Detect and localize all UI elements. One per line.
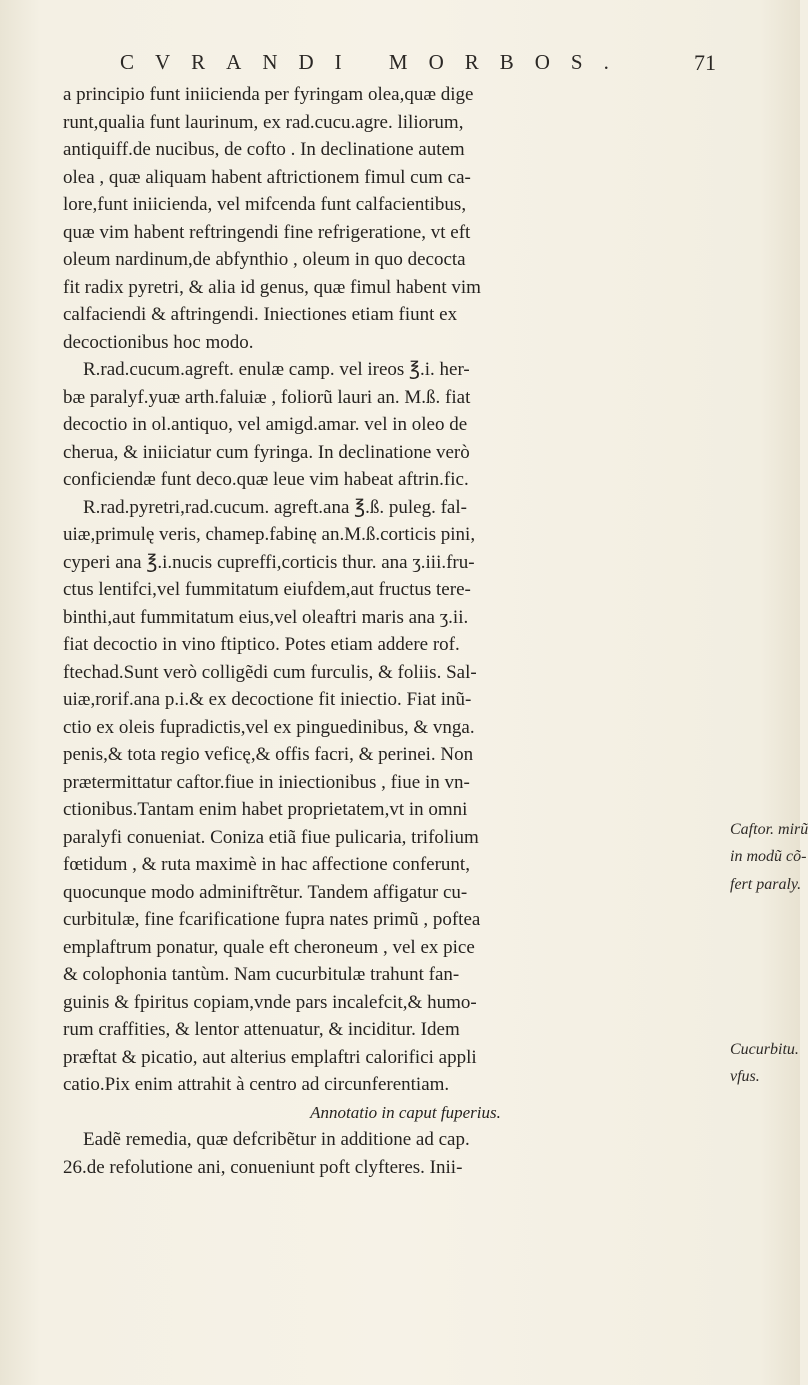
- annotation-heading: Annotatio in caput fuperius.: [310, 1102, 501, 1122]
- text-line: bæ paralyf.yuæ arth.faluiæ , foliorũ lauri an. M.ß. fiat: [63, 386, 471, 408]
- text-line: ctio ex oleis fupradictis,vel ex pinguedinibus, & vnga.: [63, 716, 475, 738]
- margin-note-castor-3: fert paraly.: [730, 876, 802, 893]
- text-line: decoctionibus hoc modo.: [63, 331, 254, 353]
- text-line: ftechad.Sunt verò colligẽdi cum furculis, & foliis. Sal-: [63, 661, 477, 683]
- text-line: binthi,aut fummitatum eius,vel oleaftri maris ana ʒ.ii.: [63, 606, 469, 628]
- page-number: 71: [694, 50, 716, 75]
- text-line: rum craffities, & lentor attenuatur, & inciditur. Idem: [63, 1019, 460, 1040]
- text-line: præftat & picatio, aut alterius emplaftri calorifici appli: [63, 1046, 477, 1068]
- text-line: conficiendæ funt deco.quæ leue vim habeat aftrin.fic.: [63, 469, 469, 490]
- text-line: prætermittatur caftor.fiue in iniectionibus , fiue in vn-: [63, 771, 470, 793]
- text-line: olea , quæ aliquam habent aftrictionem fimul cum ca-: [63, 166, 471, 188]
- text-line: 26.de refolutione ani, conueniunt poft clyfteres. Inii-: [63, 1156, 463, 1178]
- margin-note-castor-2: in modũ cõ-: [730, 848, 807, 865]
- text-line: & colophonia tantùm. Nam cucurbitulæ trahunt fan-: [63, 964, 460, 985]
- text-line: runt,qualia funt laurinum, ex rad.cucu.agre. liliorum,: [63, 111, 464, 133]
- text-line: catio.Pix enim attrahit à centro ad circunferentiam.: [63, 1074, 450, 1095]
- text-line: Eadẽ remedia, quæ defcribẽtur in additione ad cap.: [83, 1129, 470, 1150]
- text-line: cyperi ana ℥.i.nucis cupreffi,corticis thur. ana ʒ.iii.fru-: [63, 551, 475, 573]
- text-line: uiæ,primulę veris, chamep.fabinę an.M.ß.corticis pini,: [63, 524, 476, 545]
- text-line: a principio funt iniicienda per fyringam olea,quæ dige: [63, 84, 474, 105]
- margin-note-castor: Caftor. mirũ: [730, 821, 808, 838]
- text-line: ctus lentifci,vel fummitatum eiufdem,aut fructus tere-: [63, 579, 471, 600]
- text-line: decoctio in ol.antiquo, vel amigd.amar. vel in oleo de: [63, 414, 468, 435]
- recipe-line: R.rad.pyretri,rad.cucum. agreft.ana ℥.ß. puleg. fal-: [83, 496, 467, 518]
- text-line: calfaciendi & aftringendi. Iniectiones etiam fiunt ex: [63, 304, 458, 325]
- text-line: penis,& tota regio veficę,& offis facri, & perinei. Non: [63, 744, 474, 765]
- text-line: fiat decoctio in vino ftiptico. Potes etiam addere rof.: [63, 634, 460, 655]
- text-line: quocunque modo adminiftrẽtur. Tandem affigatur cu-: [63, 881, 468, 903]
- text-line: fit radix pyretri, & alia id genus, quæ fimul habent vim: [63, 276, 481, 298]
- text-line: fœtidum , & ruta maximè in hac affectione conferunt,: [63, 854, 470, 875]
- text-line: cherua, & iniiciatur cum fyringa. In declinatione verò: [63, 441, 470, 463]
- running-title: CVRANDI MORBOS.: [120, 50, 630, 74]
- recipe-line: R.rad.cucum.agreft. enulæ camp. vel ireos ℥.i. her-: [83, 359, 470, 380]
- text-line: oleum nardinum,de abfynthio , oleum in quo decocta: [63, 249, 466, 270]
- text-line: guinis & fpiritus copiam,vnde pars incalefcit,& humo-: [63, 991, 477, 1013]
- text-line: paralyfi conueniat. Coniza etiã fiue pulicaria, trifolium: [63, 826, 479, 848]
- text-line: ctionibus.Tantam enim habet proprietatem,vt in omni: [63, 799, 468, 820]
- text-line: antiquiff.de nucibus, de cofto . In declinatione autem: [63, 139, 465, 160]
- body-text: [63, 81, 728, 1181]
- text-line: curbitulæ, fine fcarificatione fupra nates primũ , poftea: [63, 909, 481, 930]
- text-line: uiæ,rorif.ana p.i.& ex decoctione fit iniectio. Fiat inũ-: [63, 689, 472, 710]
- text-line: lore,funt iniicienda, vel mifcenda funt calfacientibus,: [63, 194, 467, 215]
- margin-note-vsus: vfus.: [730, 1068, 760, 1085]
- text-line: quæ vim habent reftringendi fine refrigeratione, vt eft: [63, 221, 471, 243]
- margin-note-cucurbitu: Cucurbitu.: [730, 1041, 799, 1058]
- text-line: emplaftrum ponatur, quale eft cheroneum , vel ex pice: [63, 936, 475, 958]
